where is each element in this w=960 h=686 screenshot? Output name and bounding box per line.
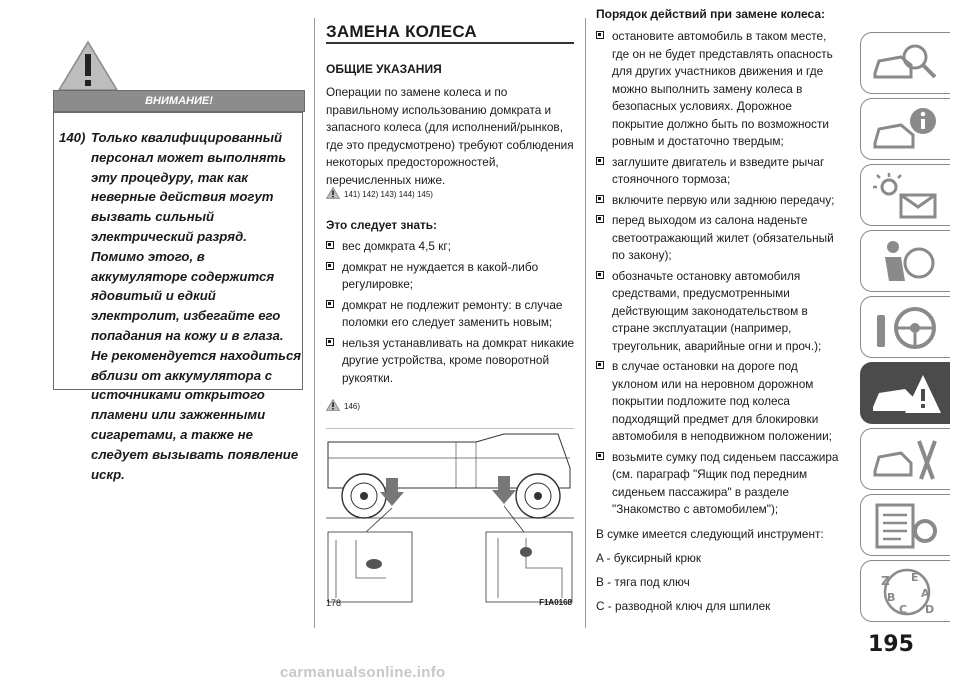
procedure-title: Порядок действий при замене колеса: [596, 7, 826, 21]
heading-rule [326, 42, 574, 44]
tool-item: B - тяга под ключ [596, 575, 690, 589]
car-search-icon [871, 39, 943, 89]
steering-wheel-icon [871, 303, 943, 353]
svg-text:D: D [925, 603, 935, 616]
watermark: carmanualsonline.info [280, 664, 446, 681]
technical-data-icon [871, 501, 943, 551]
tab-maintenance[interactable] [860, 428, 950, 490]
car-info-icon [871, 105, 943, 155]
checkbox-bullet-icon [596, 157, 604, 165]
checkbox-bullet-icon [596, 215, 604, 223]
tab-safety[interactable] [860, 230, 950, 292]
list-item [596, 192, 846, 210]
checkbox-bullet-icon [596, 195, 604, 203]
warning-refs: 141) 142) 143) 144) 145) [344, 190, 433, 199]
breakdown-triangle-icon [871, 369, 943, 419]
list-item [596, 212, 846, 265]
refs-row-1 [326, 184, 433, 202]
procedure-steps [596, 28, 846, 522]
alphabet-index-icon [871, 567, 943, 617]
checkbox-bullet-icon [326, 338, 334, 346]
list-item-text: домкрат не нуждается в какой-либо регулировке; [342, 259, 539, 291]
list-item [326, 335, 576, 388]
checkbox-bullet-icon [596, 361, 604, 369]
list-item [326, 259, 576, 294]
small-warning-icon [326, 187, 340, 199]
list-item [596, 154, 846, 189]
list-item-text: нельзя устанавливать на домкрат никакие другие устройства, кроме поворотной рукоятки. [342, 335, 575, 385]
list-item [596, 268, 846, 356]
column-divider [585, 18, 586, 628]
figure-code: F1A0168 [539, 598, 572, 607]
tab-driving[interactable] [860, 296, 950, 358]
section-heading: ЗАМЕНА КОЛЕСА [326, 22, 477, 41]
tab-index[interactable] [860, 560, 950, 622]
small-warning-icon [326, 399, 340, 411]
svg-text:C: C [899, 603, 908, 616]
page-number: 195 [868, 632, 914, 657]
list-item-text: домкрат не подлежит ремонту: в случае поломки его следует заменить новым; [342, 297, 563, 329]
list-item-text: возьмите сумку под сиденьем пассажира (см. параграф "Ящик под передним сиденьем пассажира" в разделе "Знакомство с автомобилем"); [612, 449, 839, 516]
column-divider [314, 18, 315, 628]
list-item-text: обозначьте остановку автомобиля средствами, предусмотренными действующим законодательством в стране эксплуатации (например, треугольник, аварийные огни и проч.); [612, 268, 822, 353]
know-list [326, 238, 576, 390]
front-wheel [516, 474, 560, 518]
list-item-text: остановите автомобиль в таком месте, где он не будет представлять опасность для других участников движения и где можно выполнить замену колеса в безопасных условиях. Дорожное покрытие должно быть по возможности ровным и достаточно твердым; [612, 29, 833, 148]
checkbox-bullet-icon [596, 271, 604, 279]
list-item-text: включите первую или заднюю передачу; [612, 192, 835, 207]
svg-text:Z: Z [881, 574, 890, 588]
maintenance-tools-icon [871, 435, 943, 485]
warning-triangle-icon [57, 40, 119, 92]
tool-item: C - разводной ключ для шпилек [596, 599, 771, 613]
airbag-passenger-icon [871, 237, 943, 287]
tab-car-search[interactable] [860, 32, 950, 94]
warning-title: ВНИМАНИЕ! [53, 90, 305, 112]
warning-body: Только квалифицированный персонал может выполнять эту процедуру, так как неверные действия могут вызвать сильный электрический разряд. Помимо этого, в аккумуляторе содержится ядовитый и едкий электролит, избегайте его попадания на кожу и в глаза. Не рекомендуется находиться вблизи от аккумулятора с источниками открытого пламени или зажженными сигаретами, а также не следует вызывать появление искр. [91, 130, 302, 482]
tools-intro: В сумке имеется следующий инструмент: [596, 527, 824, 541]
list-item [596, 449, 846, 519]
list-item [326, 238, 576, 256]
list-item-text: в случае остановки на дороге под уклоном или на неровном дорожном покрытии подложите под колеса подходящий предмет для блокировки автомобиля в неподвижном положении; [612, 359, 832, 443]
list-item [596, 28, 846, 151]
know-title: Это следует знать: [326, 218, 437, 232]
svg-text:B: B [887, 591, 896, 604]
checkbox-bullet-icon [326, 241, 334, 249]
warning-ref-number: 140) [59, 130, 86, 145]
tab-emergency[interactable] [860, 362, 950, 424]
checkbox-bullet-icon [596, 31, 604, 39]
subsection-heading: ОБЩИЕ УКАЗАНИЯ [326, 62, 442, 76]
list-item-text: вес домкрата 4,5 кг; [342, 239, 451, 253]
rear-wheel [342, 474, 386, 518]
tab-car-info[interactable] [860, 98, 950, 160]
jack-points-illustration [326, 428, 574, 606]
figure-number: 178 [326, 598, 342, 608]
warning-text-block [59, 128, 303, 484]
tab-technical-data[interactable] [860, 494, 950, 556]
tab-warning-lights[interactable] [860, 164, 950, 226]
intro-paragraph: Операции по замене колеса и по правильному использованию домкрата и запасного колеса (для исполнений/рынков, где это предусмотрено) требуют соблюдения некоторых предосторожностей, перечисленных ниже. [326, 85, 574, 187]
warning-refs: 146) [344, 402, 361, 411]
checkbox-bullet-icon [326, 300, 334, 308]
warning-lights-icon [871, 171, 943, 221]
refs-row-2 [326, 396, 360, 414]
checkbox-bullet-icon [596, 452, 604, 460]
tool-item: A - буксирный крюк [596, 551, 702, 565]
checkbox-bullet-icon [326, 262, 334, 270]
list-item [596, 358, 846, 446]
list-item-text: заглушите двигатель и взведите рычаг стояночного тормоза; [612, 154, 825, 186]
svg-text:E: E [911, 571, 919, 584]
svg-text:A: A [921, 587, 930, 600]
list-item [326, 297, 576, 332]
list-item-text: перед выходом из салона наденьте светоотражающий жилет (обязательный по закону); [612, 213, 834, 262]
